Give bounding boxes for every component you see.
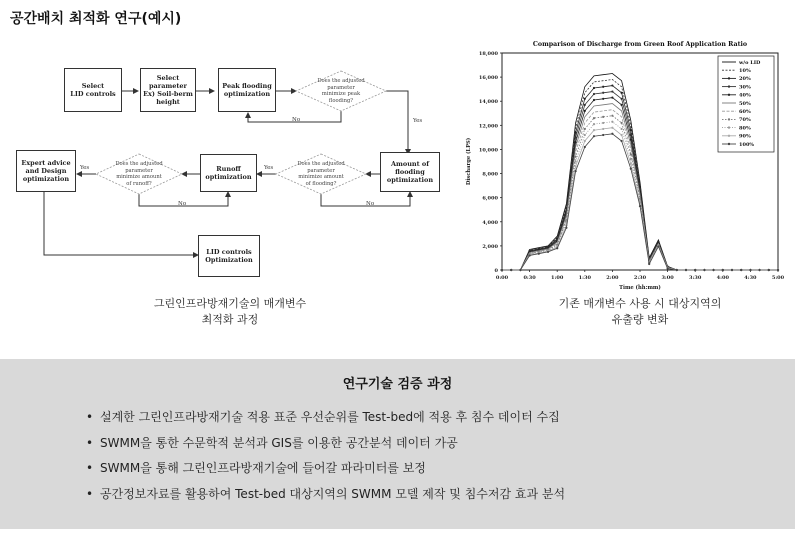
y-tick-label: 16,000 <box>478 75 498 82</box>
series-point <box>639 205 641 207</box>
legend-marker <box>728 135 730 137</box>
series-point <box>547 251 549 253</box>
series-point <box>593 129 595 131</box>
chart-caption-line-1: 기존 매개변수 사용 시 대상지역의 <box>558 297 722 310</box>
series-point <box>611 84 613 86</box>
arrow-expert-to-lid <box>44 192 198 255</box>
panel-title: 연구기술 검증 과정 <box>342 377 453 392</box>
series-point <box>611 115 613 117</box>
series-point <box>621 128 623 130</box>
peak-flooding-box: Peak flooding optimization <box>218 68 276 112</box>
x-tick-label: 5:00 <box>771 275 785 281</box>
legend-label: 40% <box>739 92 751 99</box>
x-tick-label: 0:30 <box>523 275 536 281</box>
series-point <box>630 153 632 155</box>
legend-label: 70% <box>739 117 751 124</box>
series-point <box>584 110 586 112</box>
series-point <box>759 269 761 271</box>
series-point <box>602 122 604 124</box>
select-lid-box: Select LID controls <box>64 68 122 112</box>
legend-label: w/o LID <box>739 59 761 66</box>
decision-amount-text: Does the adjusted parameter minimize amount of flooding? <box>297 161 345 187</box>
series-point <box>621 134 623 136</box>
series-point <box>575 170 577 172</box>
flowchart-caption-line-1: 그린인프라방재기술의 매개변수 <box>153 297 307 310</box>
bullet-dot: • <box>86 486 94 501</box>
legend-label: 30% <box>739 84 751 91</box>
series-point <box>657 245 659 247</box>
list-item-text: SWMM을 통한 수문학적 분석과 GIS를 이용한 공간분석 데이터 가공 <box>100 435 458 450</box>
x-tick-label: 3:30 <box>689 275 702 281</box>
series-point <box>575 156 577 158</box>
decision-runoff-text: Does the adjusted parameter minimize amount of runoff? <box>115 161 163 187</box>
series-point <box>621 122 623 124</box>
series-point <box>593 87 595 89</box>
series-point <box>575 160 577 162</box>
series-point <box>777 269 779 271</box>
flowchart-caption-line-2: 최적화 과정 <box>201 312 259 326</box>
series-point <box>611 121 613 123</box>
chart-title: Comparison of Discharge from Green Roof Application Ratio <box>532 41 748 48</box>
series-point <box>611 90 613 92</box>
series-point <box>694 269 696 271</box>
series-point <box>565 227 567 229</box>
list-item <box>86 486 565 512</box>
bullet-dot: • <box>86 461 94 475</box>
series-point <box>768 269 770 271</box>
series-point <box>703 269 705 271</box>
series-point <box>501 269 503 271</box>
y-tick-label: 4,000 <box>482 219 498 226</box>
series-point <box>519 269 521 271</box>
series-point <box>529 254 531 256</box>
x-tick-label: 4:30 <box>744 275 757 281</box>
series-point <box>749 269 751 271</box>
series-point <box>575 141 577 143</box>
select-parameter-box: Select parameter Ex) Soil-berm height <box>140 68 196 112</box>
x-tick-label: 3:00 <box>661 275 674 281</box>
series-point <box>611 133 613 135</box>
series-point <box>630 168 632 170</box>
series-point <box>621 98 623 100</box>
series-point <box>602 98 604 100</box>
flowchart-caption <box>110 296 350 328</box>
series-point <box>611 127 613 129</box>
label-amount-yes: Yes <box>264 165 274 171</box>
lid-optimization-box: LID controls Optimization <box>198 235 260 277</box>
series-point <box>584 98 586 100</box>
bullet-dot: • <box>86 435 94 450</box>
series-point <box>602 134 604 136</box>
series-point <box>611 97 613 99</box>
x-tick-label: 4:00 <box>716 275 729 281</box>
series-point <box>584 146 586 148</box>
label-peak-yes: Yes <box>413 118 423 124</box>
series-point <box>621 92 623 94</box>
legend-label: 50% <box>739 100 751 107</box>
legend-marker <box>728 126 730 128</box>
series-point <box>676 269 678 271</box>
series-point <box>731 269 733 271</box>
series-point <box>667 267 669 269</box>
y-tick-label: 10,000 <box>478 147 498 154</box>
series-point <box>593 135 595 137</box>
x-tick-label: 2:00 <box>606 275 619 281</box>
y-tick-label: 12,000 <box>478 123 498 130</box>
arrow-peak-yes <box>386 91 408 154</box>
legend-label: 90% <box>739 133 751 140</box>
bullet-dot: • <box>86 410 94 424</box>
series-point <box>621 140 623 142</box>
legend-marker <box>728 94 730 96</box>
x-tick-label: 0:00 <box>495 275 509 281</box>
series-point <box>713 269 715 271</box>
legend-label: 80% <box>739 125 751 132</box>
y-tick-label: 8,000 <box>482 171 498 178</box>
series-point <box>584 128 586 130</box>
legend-label: 100% <box>739 141 755 148</box>
series-point <box>584 140 586 142</box>
label-runoff-no: No <box>178 201 187 207</box>
series-point <box>575 165 577 167</box>
runoff-box: Runoff optimization <box>200 154 257 192</box>
series-point <box>556 247 558 249</box>
legend-marker <box>728 77 730 79</box>
legend-label: 60% <box>739 109 751 115</box>
decision-peak-text: Does the adjusted parameter minimize peak flooding? <box>317 78 365 104</box>
discharge-chart-svg <box>462 36 792 296</box>
legend-marker <box>728 143 730 145</box>
series-point <box>630 158 632 160</box>
series-point <box>593 123 595 125</box>
series-point <box>584 104 586 106</box>
series-point <box>602 128 604 130</box>
series-point <box>584 134 586 136</box>
x-tick-label: 2:30 <box>633 275 647 281</box>
list-item-text: 공간정보자료를 활용하여 Test-bed 대상지역의 SWMM 모델 제작 및 침수저감 효과 분석 <box>100 486 566 501</box>
chart-caption <box>520 296 760 328</box>
verification-list <box>86 409 565 511</box>
discharge-chart <box>462 36 792 296</box>
y-tick-label: 6,000 <box>482 195 498 202</box>
series-point <box>685 269 687 271</box>
series-point <box>648 263 650 265</box>
x-tick-label: 1:30 <box>578 275 591 281</box>
label-amount-no: No <box>366 201 375 207</box>
series-point <box>722 269 724 271</box>
series-point <box>575 136 577 138</box>
y-tick-label: 18,000 <box>478 51 498 57</box>
series-point <box>510 269 512 271</box>
verification-panel <box>0 359 795 529</box>
series-point <box>740 269 742 271</box>
series-point <box>602 116 604 118</box>
list-item-text: SWMM을 통해 그린인프라방재기술에 들어갈 파라미터를 보정 <box>100 461 426 475</box>
series-point <box>602 86 604 88</box>
y-axis-label: Discharge (LPS) <box>466 137 472 186</box>
series-point <box>602 92 604 94</box>
series-point <box>538 253 540 255</box>
chart-caption-line-2: 유출량 변화 <box>611 312 669 326</box>
list-item <box>86 460 565 486</box>
y-tick-label: 0 <box>494 268 498 274</box>
series-point <box>593 117 595 119</box>
list-item-text: 설계한 그린인프라방재기술 적용 표준 우선순위를 Test-bed에 적용 후 침수 데이터 수집 <box>100 410 560 424</box>
label-runoff-yes: Yes <box>80 165 90 171</box>
series-point <box>593 99 595 101</box>
series-point <box>621 104 623 106</box>
list-item <box>86 435 565 461</box>
label-peak-no: No <box>292 117 301 123</box>
x-tick-label: 1:00 <box>551 275 564 281</box>
series-point <box>630 163 632 165</box>
legend-marker <box>728 85 730 87</box>
series-point <box>593 93 595 95</box>
page-title: 공간배치 최적화 연구(예시) <box>10 11 182 27</box>
expert-advice-box: Expert advice and Design optimization <box>16 150 76 192</box>
y-tick-label: 2,000 <box>482 243 498 250</box>
legend-label: 20% <box>739 76 751 83</box>
list-item <box>86 409 565 435</box>
optimization-flowchart <box>0 40 440 280</box>
legend-label: 10% <box>739 68 751 74</box>
y-tick-label: 14,000 <box>478 99 498 106</box>
x-axis-label: Time (hh:mm) <box>619 285 661 291</box>
legend-marker <box>728 118 730 120</box>
amount-flooding-box: Amount of flooding optimization <box>380 152 440 192</box>
